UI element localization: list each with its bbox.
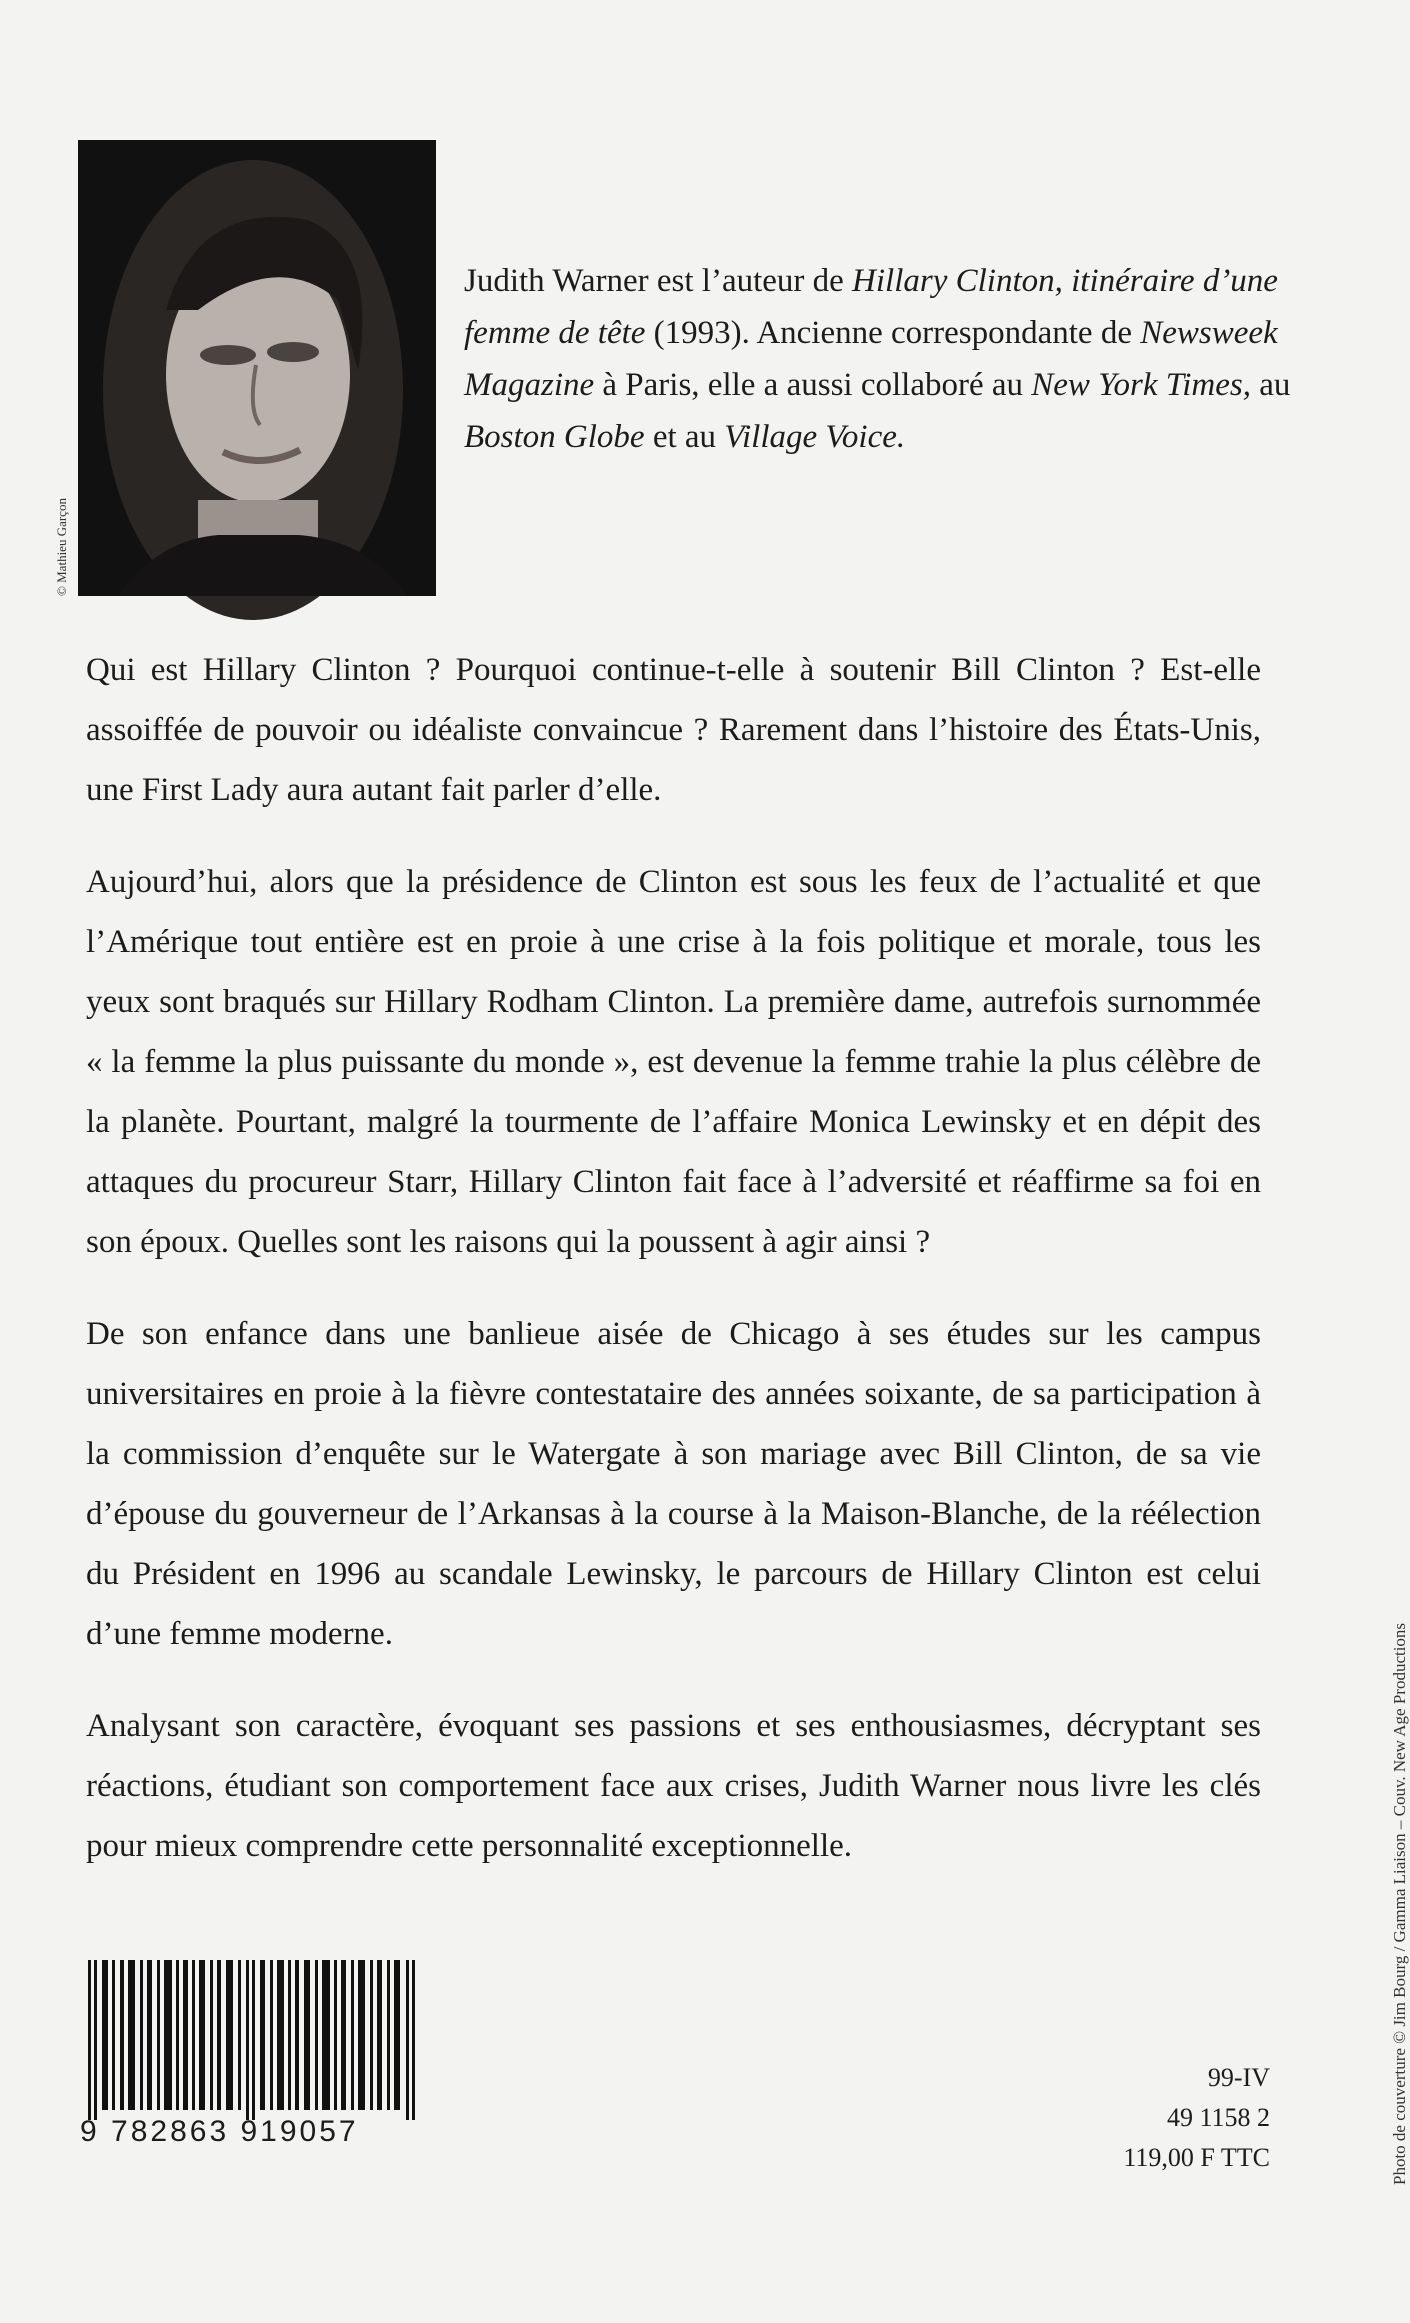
bio-text: est l’auteur de	[648, 263, 853, 299]
blurb-paragraph: Qui est Hillary Clinton ? Pourquoi continue-t-elle à soutenir Bill Clinton ? Est-elle assoiffée de pouvoir ou idéaliste convaincue ? Rarement dans l’histoire des États-Unis, une First Lady aura autant fait parler d’elle.	[86, 652, 1261, 808]
bio-author: Judith Warner	[464, 263, 649, 299]
bio-paper: New York Times,	[1031, 367, 1252, 403]
bio-text: et au	[644, 419, 725, 455]
photo-credit: © Mathieu Garçon	[54, 498, 69, 596]
price: 119,00 F TTC	[1123, 2143, 1270, 2172]
bio-paper: Village Voice.	[724, 419, 906, 455]
blurb-paragraph: Aujourd’hui, alors que la présidence de Clinton est sous les feux de l’actualité et que l’Amérique tout entière est en proie à une crise à la fois politique et morale, tous les yeux sont braqués sur Hillary Rodham Clinton. La première dame, autrefois surnommée « la femme la plus puissante du monde », est devenue la femme trahie la plus célèbre de la planète. Pourtant, malgré la tourmente de l’affaire Monica Lewinsky et en dépit des attaques du procureur Starr, Hillary Clinton fait face à l’adversité et réaffirme sa foi en son époux. Quelles sont les raisons qui la poussent à agir ainsi ?	[86, 864, 1261, 1260]
edition-code: 99-IV	[1207, 2063, 1270, 2092]
bio-text: à Paris, elle a aussi collaboré au	[594, 367, 1032, 403]
bio-book-title: Hillary Clinton, itinéraire d’une femme de tête	[464, 263, 1278, 351]
cover-credit: Photo de couverture © Jim Bourg / Gamma Liaison – Couv. New Age Productions	[1390, 1622, 1409, 2185]
bio-magazine: Newsweek Magazine	[464, 315, 1278, 403]
author-bio	[464, 255, 1294, 463]
reference-number: 49 1158 2	[1166, 2103, 1270, 2132]
bio-paper: Boston Globe	[464, 419, 645, 455]
barcode	[80, 1960, 460, 2120]
price-block	[1070, 2058, 1270, 2178]
blurb-paragraph: De son enfance dans une banlieue aisée de Chicago à ses études sur les campus universitaires en proie à la fièvre contestataire des années soixante, de sa participation à la commission d’enquête sur le Watergate à son mariage avec Bill Clinton, de sa vie d’épouse du gouverneur de l’Arkansas à la course à la Maison-Blanche, de la réélection du Président en 1996 au scandale Lewinsky, le parcours de Hillary Clinton est celui d’une femme moderne.	[86, 1316, 1261, 1652]
barcode-number: 9 782863 919057	[80, 2115, 359, 2148]
bio-text: au	[1251, 367, 1291, 403]
blurb-paragraph: Analysant son caractère, évoquant ses passions et ses enthousiasmes, décryptant ses réactions, étudiant son comportement face aux crises, Judith Warner nous livre les clés pour mieux comprendre cette personnalité exceptionnelle.	[86, 1708, 1261, 1864]
bio-text: (1993). Ancienne correspondante de	[645, 315, 1141, 351]
blurb	[86, 640, 1261, 1908]
author-photo	[78, 140, 436, 596]
